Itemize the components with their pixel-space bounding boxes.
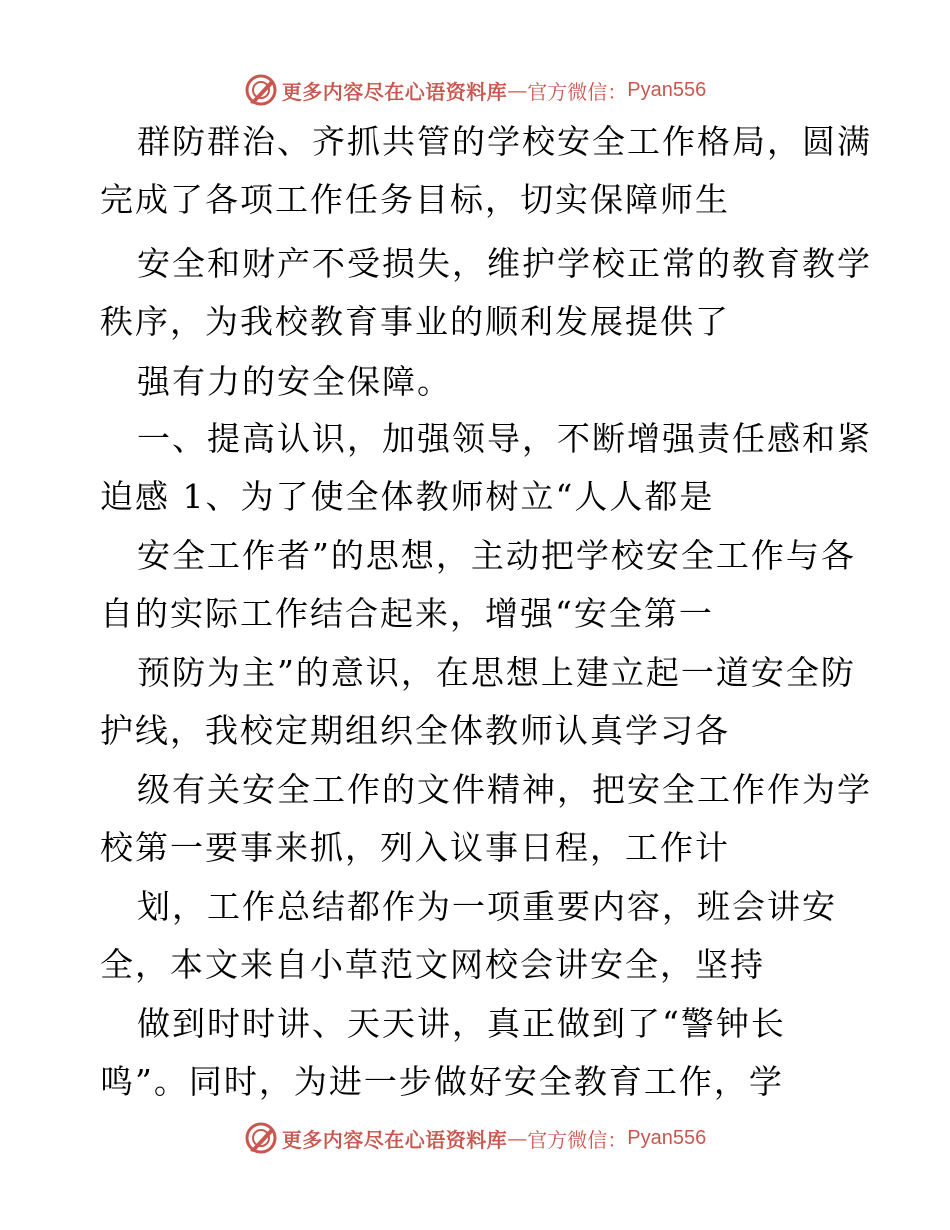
body-line-3: 安全和财产不受损失，维护学校正常的教育教学 [137,244,872,283]
body-line-14: 划，工作总结都作为一项重要内容，班会讲安 [137,887,837,926]
body-line-4: 秩序，为我校教育事业的顺利发展提供了 [100,302,730,341]
body-line-11: 护线，我校定期组织全体教师认真学习各 [100,711,730,750]
body-line-2: 完成了各项工作任务目标，切实保障师生 [100,180,730,219]
body-line-7: 迫感 1、为了使全体教师树立“人人都是 [100,477,715,516]
body-line-16: 做到时时讲、天天讲，真正做到了“警钟长 [137,1004,786,1043]
banner-main-text: 更多内容尽在心语资料库 [281,79,508,104]
body-line-12: 级有关安全工作的文件精神，把安全工作作为学 [137,770,872,809]
body-line-6: 一、提高认识，加强领导，不断增强责任感和紧 [137,419,872,458]
red-quill-logo-icon [244,1121,278,1155]
body-line-5: 强有力的安全保障。 [137,362,452,401]
body-line-1: 群防群治、齐抓共管的学校安全工作格局，圆满 [137,122,872,161]
footer-watermark-banner [0,1118,950,1158]
banner-dash: — [507,78,528,102]
banner-main-text: 更多内容尽在心语资料库 [281,1127,508,1152]
body-line-17: 鸣”。同时，为进一步做好安全教育工作，学 [100,1062,784,1101]
banner-wechat-label: 官方微信： [527,1127,628,1152]
body-line-9: 自的实际工作结合起来，增强“安全第一 [100,594,714,633]
red-quill-logo-icon [244,73,278,107]
body-line-13: 校第一要事来抓，列入议事日程，工作计 [100,828,730,867]
body-line-10: 预防为主”的意识，在思想上建立起一道安全防 [137,653,856,692]
body-line-8: 安全工作者”的思想，主动把学校安全工作与各 [137,536,856,575]
banner-wechat-id: Pyan556 [627,78,707,101]
banner-dash: — [507,1126,528,1150]
banner-wechat-id: Pyan556 [627,1126,707,1149]
banner-wechat-label: 官方微信： [527,79,628,104]
header-watermark-banner [0,70,950,110]
body-line-15: 全，本文来自小草范文网校会讲安全，坚持 [100,945,765,984]
